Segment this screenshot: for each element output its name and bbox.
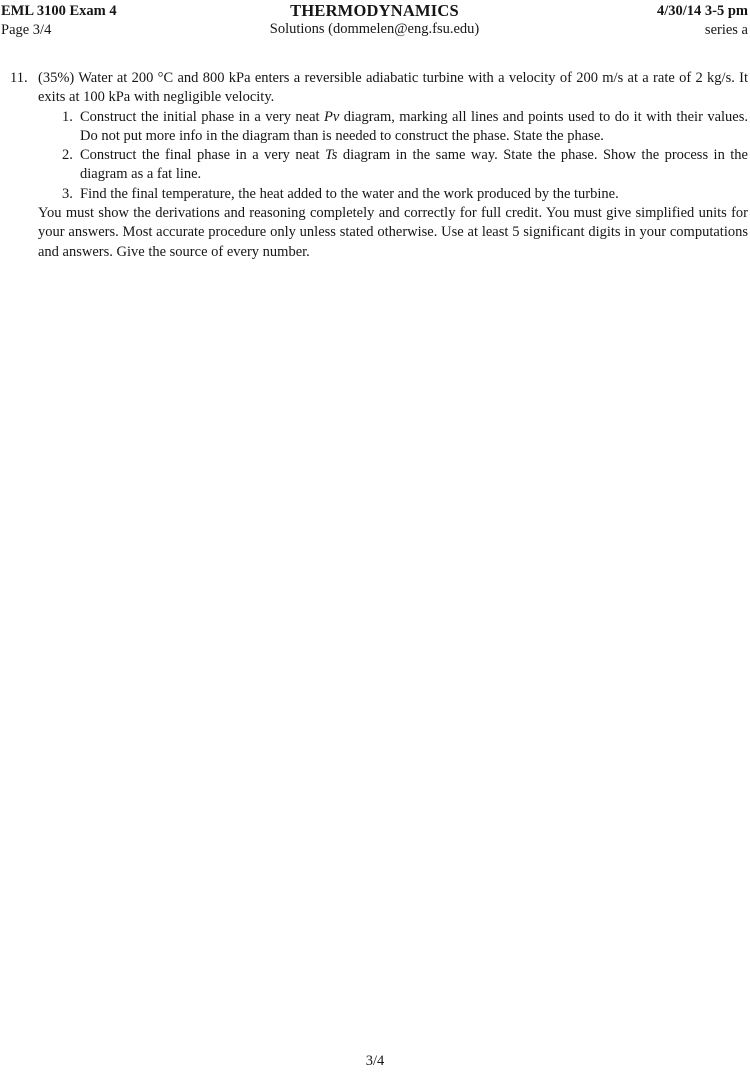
question-intro: (35%) Water at 200 °C and 800 kPa enters a reversible adiabatic turbine with a velocity of 200 m/s at a rate of 2 kg/s. It exits at 100 kPa with negligible velocity.: [38, 70, 748, 106]
question-number: 11.: [10, 70, 28, 86]
page-header: [1, 2, 748, 39]
question-block: [10, 69, 748, 262]
page-indicator: Page 3/4: [1, 21, 52, 38]
list-item-number: 1.: [62, 108, 73, 125]
solutions-contact: Solutions (dommelen@eng.fsu.edu): [269, 21, 480, 37]
list-item-text: Construct the final phase in a very neat: [80, 147, 325, 164]
exam-datetime: 4/30/14 3-5 pm: [656, 3, 748, 19]
question-requirements-note: You must show the derivations and reasoning completely and correctly for full credit. You must give simplified units for your answers. Most accurate procedure only unless stated otherwise. Use at least 5 significant digits in your computations and answers. Give the source of every number.: [38, 205, 748, 260]
question-sub-list: [62, 108, 748, 204]
footer-page-number: 3/4: [365, 1053, 385, 1069]
course-title: THERMODYNAMICS: [290, 1, 459, 20]
list-item-text: diagram, marking all lines and points used to do it with their values. Do not put more info in the diagram than is needed to construct the phase. State the phase.: [80, 108, 748, 144]
page-footer: [0, 1052, 750, 1071]
list-item: [62, 108, 748, 147]
header-right: [479, 2, 748, 39]
list-item-text: Construct the initial phase in a very neat: [80, 108, 324, 125]
series-label: series a: [704, 21, 748, 38]
list-item-number: 3.: [62, 185, 73, 202]
math-variable: Pv: [324, 108, 340, 125]
header-left: [1, 2, 270, 39]
question-item: [10, 69, 748, 262]
list-item: [62, 146, 748, 185]
list-item-text: diagram in the same way. State the phase. Show the process in the diagram as a fat line.: [80, 147, 748, 183]
list-item: [62, 185, 748, 204]
list-item-number: 2.: [62, 147, 73, 164]
header-center: [270, 2, 479, 39]
list-item-text: Find the final temperature, the heat added to the water and the work produced by the turbine.: [80, 185, 619, 202]
exam-code: EML 3100 Exam 4: [1, 3, 117, 19]
math-variable: Ts: [324, 147, 338, 164]
